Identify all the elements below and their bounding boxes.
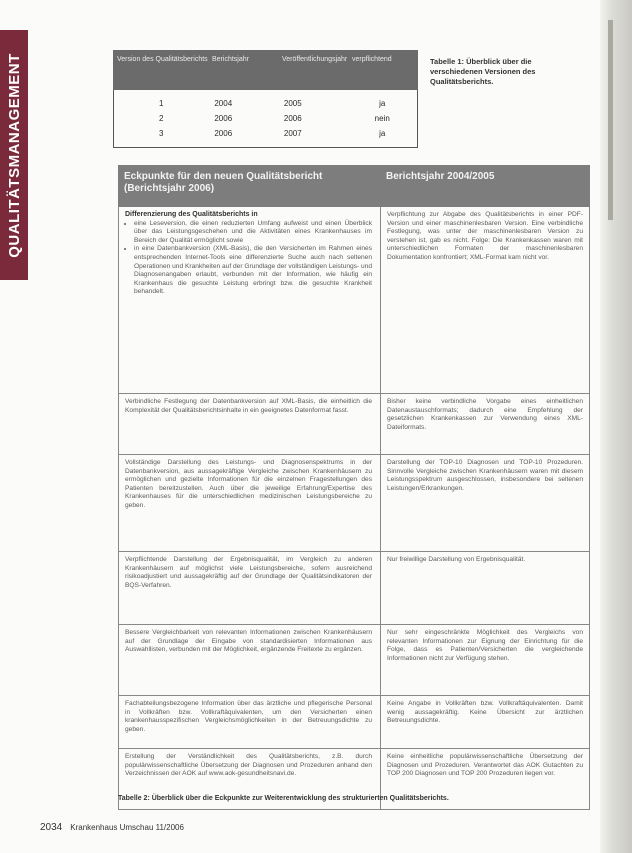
- journal-name: Krankenhaus Umschau 11/2006: [70, 823, 184, 832]
- table-row: [114, 111, 417, 126]
- cell: ja: [379, 99, 386, 108]
- row-left: [119, 207, 381, 393]
- table-row: [119, 552, 589, 625]
- header-new-report: Eckpunkte für den neuen Qualitätsbericht (Berichtsjahr 2006): [124, 171, 323, 194]
- table-row: [119, 696, 589, 749]
- cell: 1: [158, 99, 164, 108]
- row-left: Verbindliche Festlegung der Datenbankversion auf XML-Basis, die einheitlich die Komplexität der Qualitätsberichtsinhalte in ein geeignetes Datenformat fasst.: [119, 394, 381, 454]
- row-left: Fachabteilungsbezogene Information über das ärztliche und pflegerische Personal in Vollkräften bzw. Vollkraftäquivalenten, um den Versicherten einen krankenhausspezifischen Vergleichsmöglichkeiten in der Betreuungsdichte zu geben.: [119, 696, 381, 748]
- eckpunkte-table: [118, 165, 590, 810]
- cell: 2005: [283, 99, 302, 108]
- row-left: Erstellung der Verständlichkeit des Qualitätsberichts, z.B. durch populärwissenschaftliche Übersetzung der Diagnosen und Prozeduren anhand den Verzeichnissen der AOK auf www.aok-gesundheitsnavi.de.: [119, 749, 381, 809]
- table2-caption: Tabelle 2: Überblick über die Eckpunkte zur Weiterentwicklung des strukturierten Qualitätsberichts.: [118, 795, 449, 802]
- header-old-report: Berichtsjahr 2004/2005: [386, 171, 495, 182]
- row-right: Nur freiwillige Darstellung von Ergebnisqualität.: [387, 556, 526, 563]
- row-right: Verpflichtung zur Abgabe des Qualitätsberichts in einer PDF-Version und einer maschinenlesbaren Version. Eine verbindliche Festlegung, was unter der maschinenlesbaren Version zu verstehen ist, gab es nicht. Folge: Die Krankenkassen waren mit unterschiedlichen Formaten der maschinenlesbaren Dokumentation konfrontiert; XML-Format kam nicht vor.: [387, 211, 583, 261]
- page-footer: [40, 822, 184, 833]
- row-right: Darstellung der TOP-10 Diagnosen und TOP-10 Prozeduren. Sinnvolle Vergleiche zwischen Krankenhäusern waren mit diesem Leistungsspektrum ausgeschlossen, insbesondere bei seltenen Leistungen/Erkrankungen.: [387, 459, 583, 492]
- section-tab-label: QUALITÄTSMANAGEMENT: [5, 52, 23, 258]
- cell: 2006: [214, 129, 233, 138]
- versions-table: [113, 50, 418, 148]
- row-right: Bisher keine verbindliche Vorgabe eines einheitlichen Datenaustauschformats; dadurch eine Empfehlung der gesetzlichen Krankenkassen zur Verwendung eines XML-Dateiformats.: [387, 398, 583, 431]
- cell: 2006: [214, 114, 233, 123]
- table-row: [119, 394, 589, 455]
- row-left: Bessere Vergleichbarkeit von relevanten Informationen zwischen Krankenhäusern auf der Grundlage der Eingabe von standardisierten Informationen aus Auswahllisten, verbunden mit der Möglichkeit, ergänzende Freitexte zu ergänzen.: [119, 625, 381, 695]
- bullet-list: [125, 220, 372, 297]
- cell: 3: [158, 129, 164, 138]
- cell: nein: [374, 114, 390, 123]
- header-version: Version des Qualitätsberichts: [117, 56, 208, 63]
- row-left: Vollständige Darstellung des Leistungs- und Diagnosenspektrums in der Datenbankversion, aus aussagekräftige Vergleiche zwischen Krankenhäusern zu ermöglichen und gezielte Informationen für die einzelnen Fragestellungen des Patienten bereitzustellen. Auch über die jeweilige Erfahrung/Expertise des Krankenhauses für die unterschiedlichen medizinischen Leistungsbereiche zu geben.: [119, 455, 381, 551]
- eckpunkte-table-header: [118, 165, 590, 207]
- table-row: [119, 625, 589, 696]
- row-right: Nur sehr eingeschränkte Möglichkeit des Vergleichs von relevanten Informationen zur Eignung der Einrichtung für die Folge, dass es Patienten/Versicherten die vergleichende Informationen nicht zur Verfügung stehen.: [387, 629, 583, 662]
- table-row: [119, 455, 589, 552]
- versions-table-body: [113, 90, 418, 148]
- eckpunkte-table-body: [118, 207, 590, 810]
- header-mandatory: verpflichtend: [352, 56, 392, 63]
- row-right: Keine einheitliche populärwissenschaftliche Übersetzung der Diagnosen und Prozeduren. Verantwortet das AOK Gutachten zu TOP 200 Diagnosen und TOP 200 Prozeduren liegen vor.: [387, 753, 583, 778]
- table-row: [114, 126, 417, 141]
- list-item: • eine Leseversion, die einen reduzierten Umfang aufweist und einen Überblick über das Leistungsgeschehen und die Aktivitäten eines Krankenhauses im Bereich der Qualität ermöglicht sowie: [134, 220, 372, 246]
- versions-table-header: [113, 50, 418, 90]
- row-right: Keine Angabe in Vollkräften bzw. Vollkraftäquivalenten. Damit wenig aussagekräftig. Keine Übersicht zur ärztlichen Betreuungsdichte.: [387, 700, 583, 725]
- header-year: Berichtsjahr: [212, 56, 249, 63]
- page-number: 2034: [40, 822, 63, 833]
- page-edge: [600, 0, 632, 853]
- cell: 2: [158, 114, 164, 123]
- table-row: [114, 96, 417, 111]
- cell: 2006: [283, 114, 302, 123]
- row-left: Verpflichtende Darstellung der Ergebnisqualität, im Vergleich zu anderen Krankenhäusern auf möglichst viele Leistungsbereiche, sofern ausreichend risikoadjustiert und aussagekräftig auf der Grundlage der Qualitätsindikatoren der BQS-Verfahren.: [119, 552, 381, 624]
- header-published: Veröffentlichungsjahr: [282, 56, 348, 63]
- table1-caption: Tabelle 1: Überblick über die verschiedenen Versionen des Qualitätsberichts.: [430, 57, 536, 86]
- row-left-heading: Differenzierung des Qualitätsberichts in: [125, 211, 258, 218]
- page-edge-stripe: [608, 20, 613, 220]
- cell: 2007: [283, 129, 302, 138]
- cell: ja: [379, 129, 386, 138]
- list-item: • in eine Datenbankversion (XML-Basis), die den Versicherten im Rahmen eines entsprechenden Internet-Tools eine differenzierte Suche auch nach seltenen Operationen und Krankheiten auf der Grundlage der vollständigen Leistungs- und Diagnosenangaben erlaubt, verbunden mit der Information, wie häufig ein Krankenhaus die gesuchte Leistung erbringt bzw. die gesuchte Krankheit behandelt.: [134, 245, 372, 297]
- table-row: [119, 207, 589, 394]
- cell: 2004: [214, 99, 233, 108]
- section-tab: [0, 30, 28, 280]
